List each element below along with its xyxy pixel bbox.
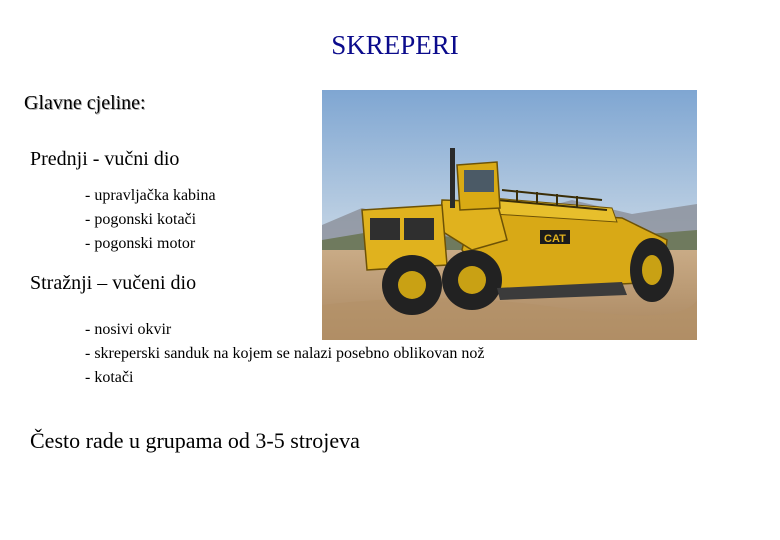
section-front-heading: Prednji - vučni dio <box>30 148 180 170</box>
list-item: - upravljačka kabina <box>85 187 216 204</box>
list-item: - skreperski sanduk na kojem se nalazi posebno oblikovan nož <box>85 345 485 362</box>
footer-note: Često rade u grupama od 3-5 strojeva <box>30 428 360 453</box>
section-rear-heading: Stražnji – vučeni dio <box>30 272 197 294</box>
scraper-machine-photo <box>322 90 697 340</box>
list-item: - pogonski motor <box>85 235 196 252</box>
cat-logo: CAT <box>544 233 566 245</box>
list-item: - pogonski kotači <box>85 211 197 228</box>
page-title: SKREPERI <box>331 30 459 60</box>
list-item: - kotači <box>85 369 134 386</box>
subtitle: Glavne cjeline: <box>24 92 146 114</box>
section-front-list <box>85 184 216 256</box>
list-item: - nosivi okvir <box>85 321 172 338</box>
